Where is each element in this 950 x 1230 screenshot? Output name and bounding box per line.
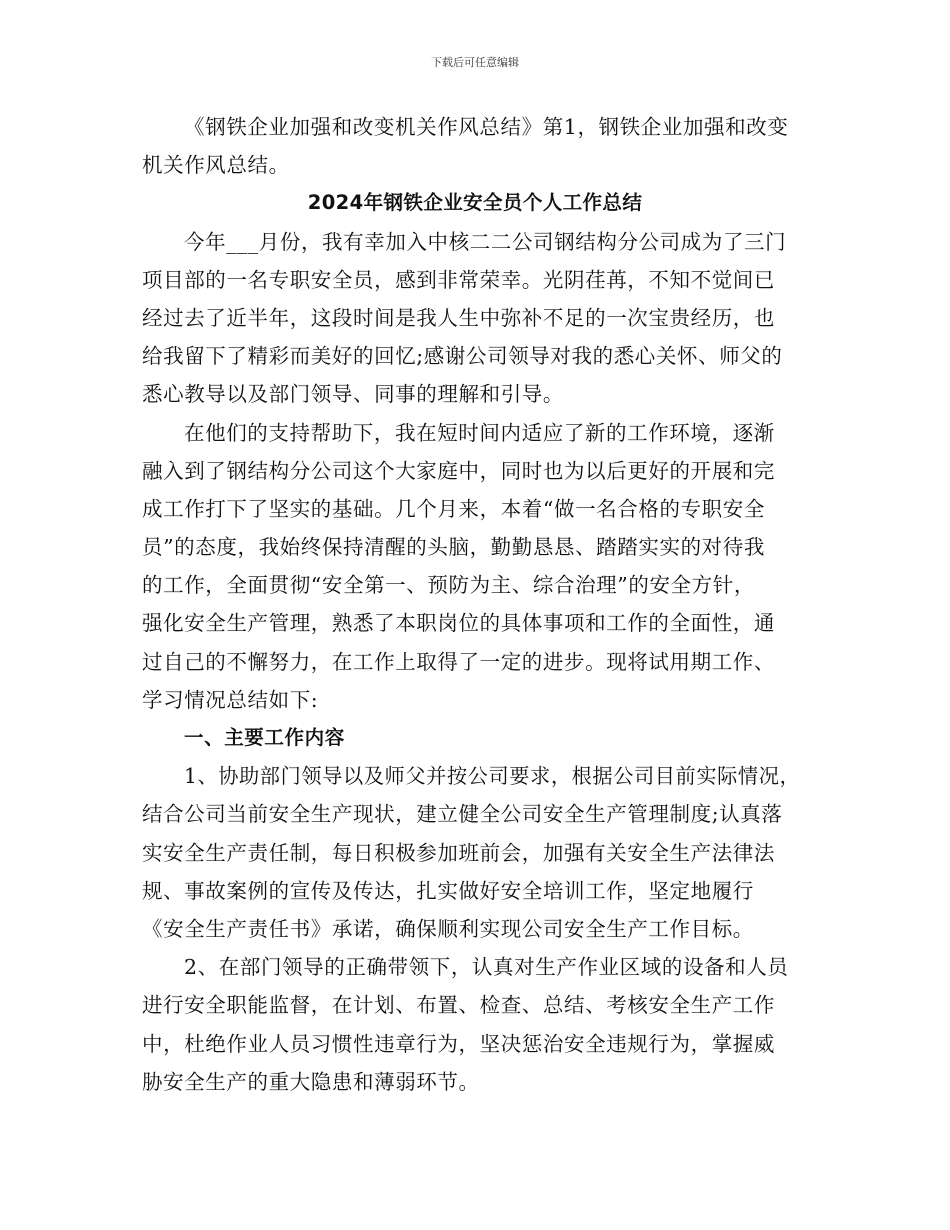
- paragraph-line: 成工作打下了坚实的基础。几个月来，本着“做一名合格的专职安全: [142, 496, 765, 521]
- list-item-line: 《安全生产责任书》承诺，确保顺利实现公司安全生产工作目标。: [142, 916, 754, 941]
- list-item-line: 结合公司当前安全生产现状，建立健全公司安全生产管理制度;认真落: [142, 802, 783, 827]
- list-item-line: 胁安全生产的重大隐患和薄弱环节。: [142, 1069, 480, 1094]
- intro-line: 机关作风总结。: [142, 153, 290, 178]
- paragraph-line: 融入到了钢结构分公司这个大家庭中，同时也为以后更好的开展和完: [142, 458, 775, 483]
- page-header: 下载后可任意编辑: [431, 56, 519, 69]
- list-item-line: 中，杜绝作业人员习惯性违章行为，坚决惩治安全违规行为，掌握威: [142, 1031, 775, 1056]
- paragraph-line: 给我留下了精彩而美好的回忆;感谢公司领导对我的悉心关怀、师父的: [142, 344, 783, 369]
- paragraph-line: 强化安全生产管理，熟悉了本职岗位的具体事项和工作的全面性，通: [142, 611, 775, 636]
- list-item-line: 2、在部门领导的正确带领下，认真对生产作业区域的设备和人员: [184, 955, 789, 980]
- list-item-line: 规、事故案例的宣传及传达，扎实做好安全培训工作，坚定地履行: [142, 878, 754, 903]
- intro-line: 《钢铁企业加强和改变机关作风总结》第1，钢铁企业加强和改变: [184, 115, 789, 139]
- paragraph-line: 经过去了近半年，这段时间是我人生中弥补不足的一次宝贵经历，也: [142, 305, 775, 330]
- paragraph-line: 在他们的支持帮助下，我在短时间内适应了新的工作环境，逐渐: [184, 420, 775, 445]
- paragraph-line: 今年___月份，我有幸加入中核二二公司钢结构分公司成为了三门: [184, 229, 787, 254]
- list-item-line: 进行安全职能监督，在计划、布置、检查、总结、考核安全生产工作: [142, 993, 775, 1018]
- list-item-line: 实安全生产责任制，每日积极参加班前会，加强有关安全生产法律法: [142, 840, 775, 865]
- section-heading: 一、主要工作内容: [184, 726, 345, 749]
- paragraph-line: 项目部的一名专职安全员，感到非常荣幸。光阴荏苒，不知不觉间已: [142, 267, 775, 292]
- paragraph-line: 员”的态度，我始终保持清醒的头脑，勤勤恳恳、踏踏实实的对待我: [142, 535, 765, 560]
- paragraph-line: 悉心教导以及部门领导、同事的理解和引导。: [142, 382, 564, 407]
- paragraph-line: 学习情况总结如下:: [142, 687, 319, 712]
- document-title: 2024年钢铁企业安全员个人工作总结: [307, 191, 643, 215]
- paragraph-line: 的工作，全面贯彻“安全第一、预防为主、综合治理”的安全方针，: [142, 573, 755, 598]
- document-body: [142, 108, 808, 1101]
- list-item-line: 1、协助部门领导以及师父并按公司要求，根据公司目前实际情况，: [184, 764, 801, 789]
- paragraph-line: 过自己的不懈努力，在工作上取得了一定的进步。现将试用期工作、: [142, 649, 775, 674]
